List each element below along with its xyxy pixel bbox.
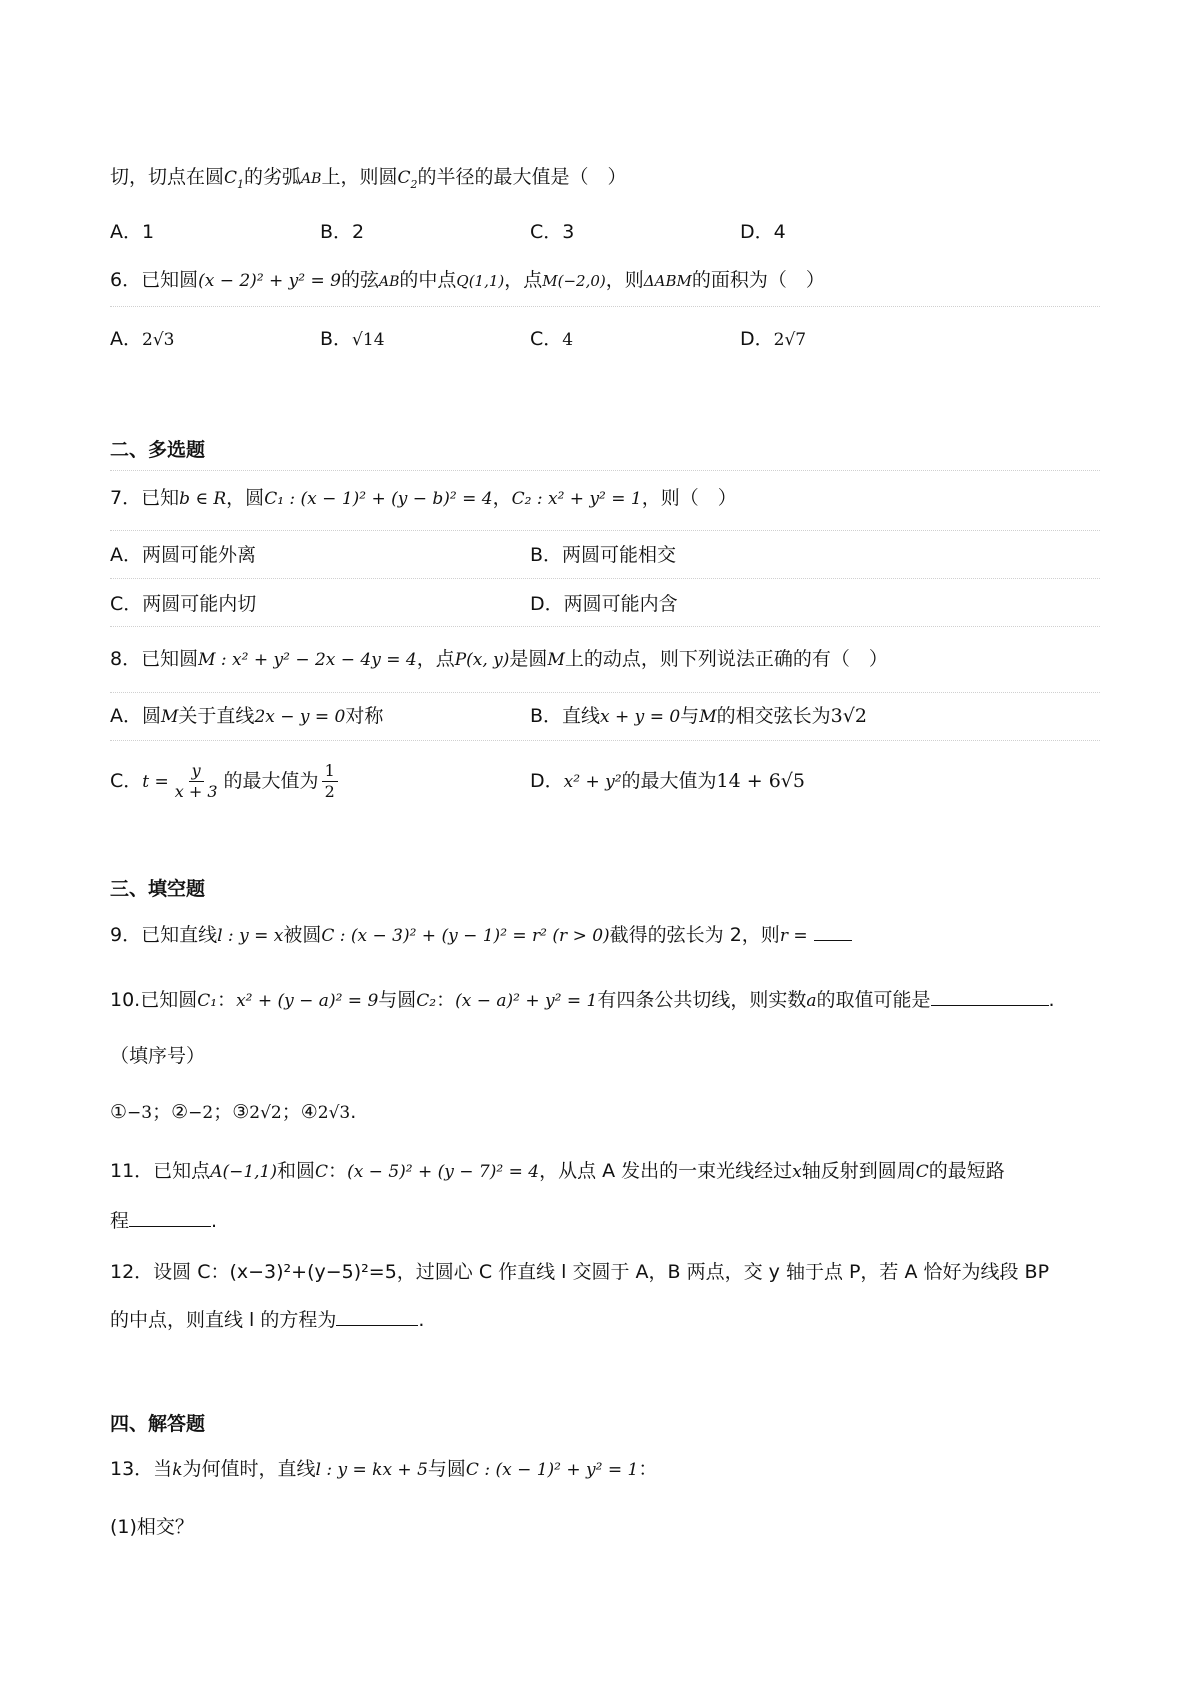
- q10-text: 与圆: [378, 989, 417, 1011]
- q10-c2: C₂: [416, 991, 437, 1011]
- q5-c1-sub: 1: [237, 177, 245, 191]
- q9-text: 截得的弦长为 2，则: [609, 924, 780, 946]
- divider: [110, 470, 1100, 471]
- q7-c1: C₁ : (x − 1)² + (y − b)² = 4: [264, 489, 493, 509]
- q6-option-a: [110, 325, 174, 354]
- option-text: 关于直线: [178, 705, 255, 727]
- option-math: t =: [142, 772, 169, 792]
- q5-c2-sub: 2: [410, 177, 418, 191]
- option-text: A．圆: [110, 705, 161, 727]
- q10-choice: .: [350, 1101, 357, 1123]
- q12-text: .: [418, 1309, 425, 1331]
- q10-text: 的取值可能是: [816, 989, 931, 1011]
- q6-text: 的弦: [340, 269, 379, 291]
- q7-cond: b ∈ R: [179, 489, 227, 509]
- q7-option-a: A．两圆可能外离: [110, 544, 256, 566]
- q8-text: 8．已知圆: [110, 648, 199, 670]
- q11-text: 程: [110, 1210, 130, 1232]
- q10-choice: ；③: [213, 1101, 250, 1123]
- q11-text: ：: [328, 1160, 348, 1182]
- q5-text: 切，切点在圆: [110, 166, 225, 188]
- divider: [110, 530, 1100, 531]
- q12-line1: 12．设圆 C：(x−3)²+(y−5)²=5，过圆心 C 作直线 l 交圆于 A，B 两点，交 y 轴于点 P，若 A 恰好为线段 BP: [110, 1261, 1050, 1283]
- option-letter: C．: [530, 328, 563, 350]
- divider: [110, 740, 1100, 741]
- numerator: y: [189, 761, 204, 782]
- q10-a: a: [806, 991, 817, 1011]
- q6-option-d: [740, 325, 806, 354]
- q10-text: 10.已知圆: [110, 989, 198, 1011]
- q10-c1: C₁: [197, 991, 218, 1011]
- q11-point: A(−1,1): [210, 1162, 278, 1182]
- q11-text: 11．已知点: [110, 1160, 211, 1182]
- q5-text: 的半径的最大值是（ ）: [417, 166, 627, 188]
- q12-text: 的中点，则直线 l 的方程为: [110, 1309, 337, 1331]
- fraction: [322, 761, 338, 802]
- q10-choice-value: −2: [188, 1103, 214, 1123]
- q8-m: M: [547, 650, 565, 670]
- q8-stem: [110, 645, 888, 674]
- q8-text: 上的动点，则下列说法正确的有（ ）: [564, 648, 888, 670]
- option-text: 对称: [345, 705, 384, 727]
- q13-circle: C : (x − 1)² + y² = 1: [465, 1460, 639, 1480]
- q10-choice: ；④: [281, 1101, 318, 1123]
- q10-text: 有四条公共切线，则实数: [597, 989, 807, 1011]
- q11-text: 的最短路: [928, 1160, 1005, 1182]
- q12-answer-blank[interactable]: [336, 1325, 418, 1326]
- option-text: 与: [680, 705, 700, 727]
- section-heading: 三、填空题: [110, 878, 206, 900]
- q9-text: 9．已知直线: [110, 924, 218, 946]
- option-value: 2√3: [142, 330, 175, 350]
- option-letter: A．: [110, 328, 142, 350]
- q6-circle: (x − 2)² + y² = 9: [198, 271, 341, 291]
- q5-option-a: A．1: [110, 221, 155, 243]
- option-text: 的相交弦长为: [716, 705, 831, 727]
- q5-option-d: D．4: [740, 221, 786, 243]
- q13-text: 为何值时，直线: [182, 1458, 316, 1480]
- option-math: 14 + 6√5: [716, 770, 805, 792]
- q11-text: 和圆: [277, 1160, 316, 1182]
- q7-c2: C₂ : x² + y² = 1: [511, 489, 642, 509]
- divider: [110, 578, 1100, 579]
- q5-option-b: B．2: [320, 221, 365, 243]
- q6-text: ，点: [504, 269, 543, 291]
- q7-option-d: D．两圆可能内含: [530, 593, 678, 615]
- q11-c: C: [315, 1162, 329, 1182]
- option-math: 3√2: [830, 705, 867, 727]
- q10-answer-blank[interactable]: [931, 1005, 1049, 1006]
- q11-eq: (x − 5)² + (y − 7)² = 4: [347, 1162, 540, 1182]
- q9-r: r =: [779, 926, 808, 946]
- q11-line2: [110, 1207, 217, 1235]
- q6-text: ，则: [605, 269, 644, 291]
- section-heading: 四、解答题: [110, 1413, 206, 1435]
- q8-circle: M : x² + y² − 2x − 4y = 4: [198, 650, 417, 670]
- q10-text: .: [1048, 989, 1055, 1011]
- fraction: [172, 761, 221, 802]
- q6-text: 6．已知圆: [110, 269, 199, 291]
- option-math: x + y = 0: [600, 707, 681, 727]
- q11-text: .: [211, 1210, 218, 1232]
- q10-stem: [110, 986, 1055, 1015]
- q8-point: P(x, y): [454, 650, 510, 670]
- q13-k: k: [172, 1460, 183, 1480]
- q11-answer-blank[interactable]: [129, 1226, 211, 1227]
- q6-text: 的中点: [399, 269, 457, 291]
- option-letter: B．: [320, 328, 353, 350]
- option-letter: D．: [740, 328, 774, 350]
- q8-option-a: [110, 702, 383, 731]
- q10-choice-value: −3: [127, 1103, 153, 1123]
- q7-text: ，: [492, 487, 512, 509]
- q5-arc: AB: [301, 171, 322, 187]
- option-text: 的最大值为: [621, 770, 717, 792]
- q9-stem: [110, 921, 852, 950]
- q13-stem: [110, 1455, 657, 1484]
- q8-text: ，点: [416, 648, 455, 670]
- q13-text: 与圆: [427, 1458, 466, 1480]
- q10-note: （填序号）: [110, 1045, 206, 1067]
- q7-stem: [110, 484, 737, 513]
- q7-option-b: B．两圆可能相交: [530, 544, 677, 566]
- option-math: x² + y²: [563, 772, 622, 792]
- q13-line: l : y = kx + 5: [315, 1460, 428, 1480]
- q10-text: ：: [436, 989, 456, 1011]
- q5-c2: C: [397, 168, 411, 188]
- option-text: D．: [530, 770, 564, 792]
- q10-choice: ①: [110, 1101, 128, 1123]
- q11-stem: [110, 1157, 1005, 1186]
- divider: [110, 626, 1100, 627]
- q5-option-c: C．3: [530, 221, 575, 243]
- q6-chord: AB: [378, 274, 400, 290]
- numerator: 1: [322, 761, 338, 782]
- section-heading: 二、多选题: [110, 439, 206, 461]
- q8-text: 是圆: [509, 648, 548, 670]
- q10-eq2: (x − a)² + y² = 1: [455, 991, 598, 1011]
- option-text: C．: [110, 770, 143, 792]
- q7-text: ，圆: [226, 487, 265, 509]
- q8-option-b: [530, 702, 867, 731]
- q11-c: C: [915, 1162, 929, 1182]
- q6-stem: [110, 266, 825, 296]
- q10-eq1: x² + (y − a)² = 9: [236, 991, 379, 1011]
- denominator: 2: [324, 782, 335, 801]
- q5-text: 上，则圆: [321, 166, 398, 188]
- q7-text: 7．已知: [110, 487, 180, 509]
- q13-text: 13．当: [110, 1458, 173, 1480]
- divider: [110, 692, 1100, 693]
- option-math: 2x − y = 0: [254, 707, 346, 727]
- q6-option-b: [320, 325, 385, 354]
- q5-c1: C: [224, 168, 238, 188]
- option-text: B．直线: [530, 705, 601, 727]
- q8-option-d: [530, 767, 805, 796]
- q10-choice-value: 2√2: [249, 1103, 282, 1123]
- q13-part1: (1)相交？: [110, 1516, 194, 1538]
- q7-option-c: C．两圆可能内切: [110, 593, 257, 615]
- q6-triangle: ΔABM: [643, 272, 692, 290]
- q12-line2: [110, 1306, 424, 1334]
- q10-choice: ；②: [152, 1101, 189, 1123]
- option-value: √14: [352, 330, 385, 350]
- q9-line: l : y = x: [217, 926, 284, 946]
- q11-x: x: [792, 1162, 802, 1182]
- q13-text: ：: [638, 1458, 658, 1480]
- q9-text: 被圆: [283, 924, 322, 946]
- option-text: 的最大值为: [223, 770, 319, 792]
- option-math: M: [699, 707, 717, 727]
- q6-option-c: [530, 325, 573, 354]
- q9-circle: C : (x − 3)² + (y − 1)² = r² (r > 0): [321, 926, 610, 946]
- divider: [110, 306, 1100, 307]
- q11-text: 轴反射到圆周: [801, 1160, 916, 1182]
- denominator: x + 3: [174, 782, 218, 801]
- q10-text: ：: [217, 989, 237, 1011]
- q7-text: ，则（ ）: [641, 487, 737, 509]
- q5-text: 的劣弧: [244, 166, 302, 188]
- q6-text: 的面积为（ ）: [691, 269, 825, 291]
- q10-choices: [110, 1098, 356, 1127]
- q6-point-q: Q(1,1): [456, 272, 505, 290]
- option-value: 4: [562, 330, 574, 350]
- q5-line: [110, 163, 627, 199]
- q11-text: ，从点 A 发出的一束光线经过: [539, 1160, 793, 1182]
- q6-point-m: M(−2,0): [542, 272, 606, 290]
- q8-option-c: [110, 758, 341, 805]
- option-value: 2√7: [773, 330, 807, 350]
- q10-choice-value: 2√3: [317, 1103, 351, 1123]
- q9-answer-blank[interactable]: [814, 940, 852, 941]
- option-math: M: [161, 707, 179, 727]
